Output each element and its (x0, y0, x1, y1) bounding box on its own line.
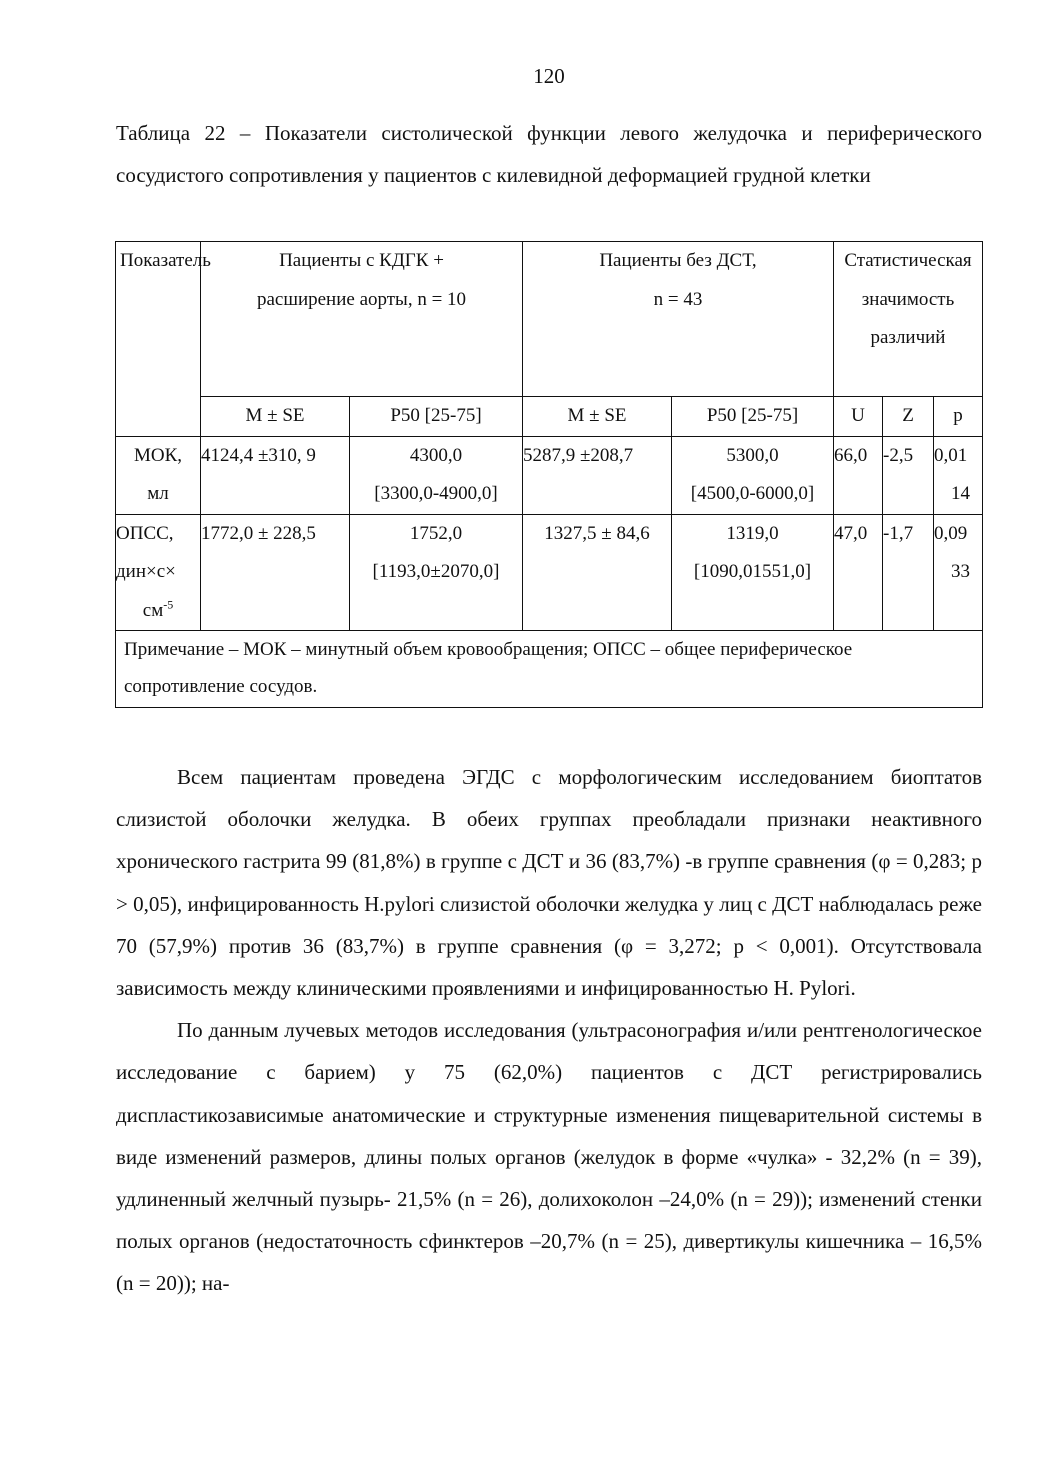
row-u: 47,0 (834, 514, 883, 631)
row-p-line1: 0,01 (934, 444, 968, 466)
row-p (934, 514, 983, 631)
data-table (115, 241, 983, 708)
row-p-line1: 0,09 (934, 522, 968, 544)
subheader-p: p (934, 397, 983, 437)
row-p-line2: 33 (951, 561, 970, 582)
page-number: 120 (533, 64, 565, 88)
row-p50-1 (350, 436, 523, 514)
row-name-line2: мл (147, 483, 169, 504)
row-p50-2-line1: 1319,0 (726, 522, 779, 544)
header-group1-text: Пациенты с КДГК + расширение аорты, n = 10 (256, 250, 467, 310)
row-p (934, 436, 983, 514)
paragraph: Всем пациентам проведена ЭГДС с морфологическим исследованием биоптатов слизистой оболочки желудка. В обеих группах преобладали признаки неактивного хронического гастрита 99 (81,8%) в группе с ДСТ и 36 (83,7%) -в группе сравнения (φ = 0,283; p > 0,05), инфицированность H.pylori слизистой оболочки желудка у лиц с ДСТ наблюдалась реже 70 (57,9%) против 36 (83,7%) в группе сравнения (φ = 3,272; p < 0,001). Отсутствовала зависимость между клиническими проявлениями и инфицированностью H. Pylori. (116, 765, 982, 1001)
row-p50-1-line1: 1752,0 (409, 522, 463, 544)
row-mse-2: 1327,5 ± 84,6 (523, 514, 672, 631)
row-mse-1: 1772,0 ± 228,5 (201, 514, 350, 631)
header-group1 (201, 242, 523, 397)
row-name-unit: см (142, 599, 164, 621)
row-p-line2: 14 (951, 483, 970, 504)
header-row (116, 242, 983, 397)
note-row (116, 631, 983, 708)
row-p50-2-line2: [4500,0-6000,0] (690, 483, 815, 504)
subheader-row (116, 397, 983, 437)
row-p50-2-line2: [1090,01551,0] (693, 561, 812, 582)
row-name-line1: МОК, (133, 444, 183, 466)
paragraph: По данным лучевых методов исследования (ультрасонография и/или рентгенологическое исследование с барием) у 75 (62,0%) пациентов с ДСТ регистрировались диспластикозависимые анатомические и структурные изменения пищеварительной системы в виде изменений размеров, длины полых органов (желудок в форме «чулка» - 32,2% (n = 39), удлиненный желчный пузырь- 21,5% (n = 26), долихоколон –24,0% (n = 29)); изменений стенки полых органов (недостаточность сфинктеров –20,7% (n = 25), дивертикулы кишечника – 16,5% (n = 20)); на- (116, 1018, 982, 1296)
row-name (116, 436, 201, 514)
subheader-u: U (834, 397, 883, 437)
row-p50-1-line2: [3300,0-4900,0] (374, 483, 498, 504)
table-caption: Таблица 22 – Показатели систолической функции левого желудочка и периферического сосудистого сопротивления у пациентов с килевидной деформацией грудной клетки (116, 121, 982, 187)
table-row (116, 514, 983, 631)
row-p50-2-line1: 5300,0 (726, 444, 779, 466)
row-p50-1 (350, 514, 523, 631)
header-indicator (116, 242, 211, 437)
subheader-z: Z (883, 397, 934, 437)
table-note: Примечание – МОК – минутный объем кровообращения; ОПСС – общее периферическое сопротивление сосудов. (116, 631, 983, 708)
subheader-p50-2: P50 [25-75] (672, 397, 834, 437)
header-indicator-text: Показатель (120, 250, 211, 271)
row-name (116, 514, 201, 631)
row-mse-2: 5287,9 ±208,7 (523, 436, 672, 514)
header-group2 (523, 242, 834, 397)
row-p50-2 (672, 436, 834, 514)
subheader-mse-2: M ± SE (523, 397, 672, 437)
row-name-line1: ОПСС, (116, 522, 174, 544)
row-p50-1-line1: 4300,0 (409, 444, 463, 466)
row-z: -1,7 (883, 514, 934, 631)
header-stat-text: Статистическая значимость различий (844, 250, 972, 348)
row-mse-1: 4124,4 ±310, 9 (201, 436, 350, 514)
row-name-line2: дин×с× (116, 561, 176, 582)
row-p50-1-line2: [1193,0±2070,0] (372, 561, 500, 582)
subheader-mse-1: M ± SE (201, 397, 350, 437)
row-name-line3 (116, 592, 200, 631)
row-u: 66,0 (834, 436, 883, 514)
header-group2-line2: n = 43 (653, 288, 703, 310)
subheader-p50-1: P50 [25-75] (350, 397, 523, 437)
header-group2-line1: Пациенты без ДСТ, (599, 250, 757, 271)
row-name-sup: -5 (163, 597, 174, 612)
body-text (116, 756, 982, 1305)
header-stat (834, 242, 983, 397)
table-row (116, 436, 983, 514)
row-z: -2,5 (883, 436, 934, 514)
row-p50-2 (672, 514, 834, 631)
